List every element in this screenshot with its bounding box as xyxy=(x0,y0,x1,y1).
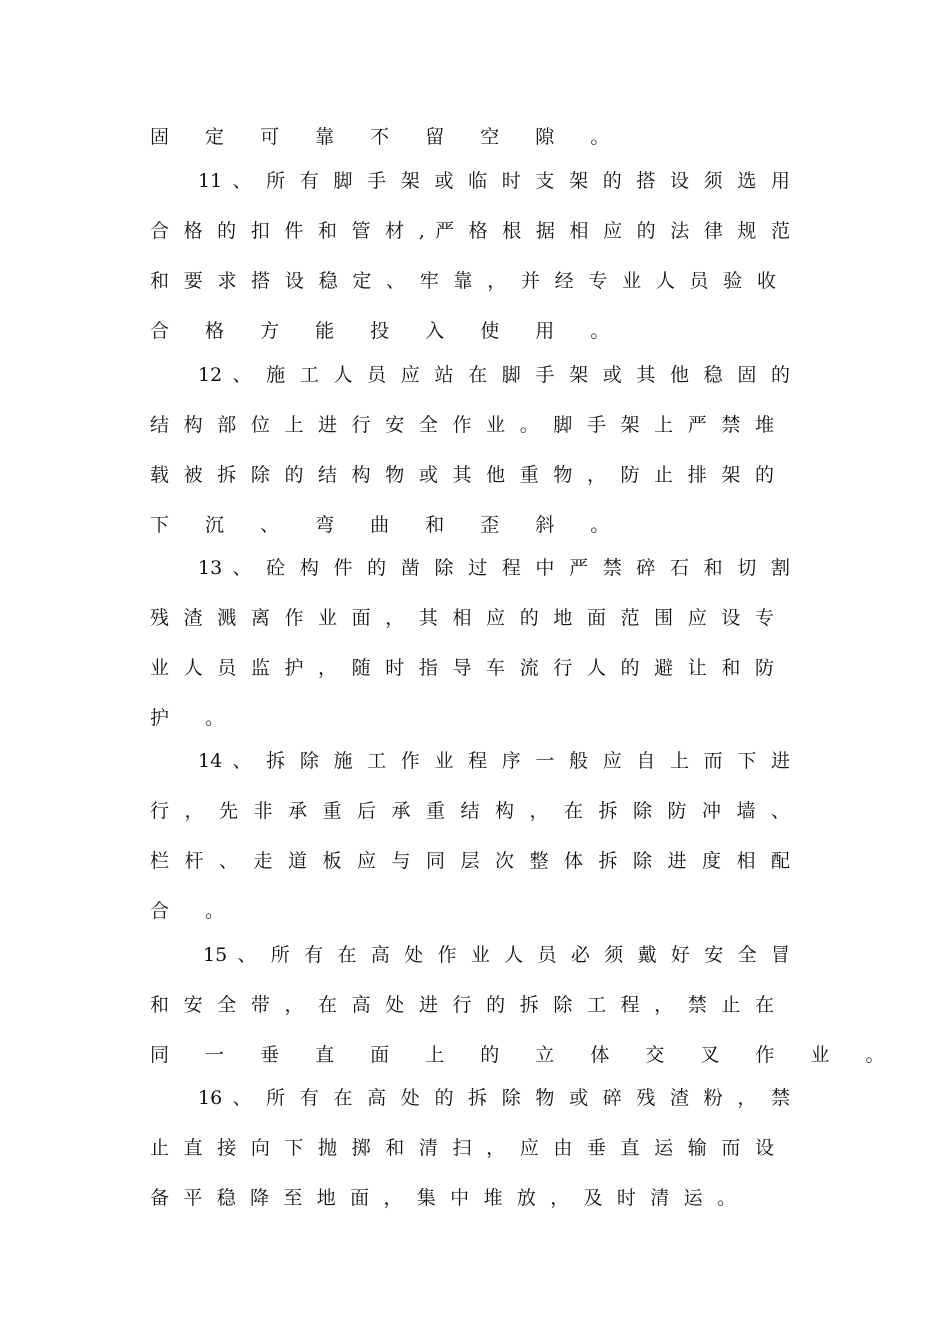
text-line: 固 定 可 靠 不 留 空 隙 。 xyxy=(150,126,625,148)
text-line: 栏 杆 、 走 道 板 应 与 同 层 次 整 体 拆 除 进 度 相 配 xyxy=(150,850,790,872)
paragraph-11-first-line: 11 、 所 有 脚 手 架 或 临 时 支 架 的 搭 设 须 选 用 xyxy=(198,170,790,192)
text-line: 同 一 垂 直 面 上 的 立 体 交 叉 作 业 。 xyxy=(150,1044,900,1066)
paragraph-15-first-line: 15 、 所 有 在 高 处 作 业 人 员 必 须 戴 好 安 全 冒 xyxy=(203,944,790,966)
text-line: 业 人 员 监 护 ， 随 时 指 导 车 流 行 人 的 避 让 和 防 xyxy=(150,657,774,679)
paragraph-12-first-line: 12 、 施 工 人 员 应 站 在 脚 手 架 或 其 他 稳 固 的 xyxy=(198,364,790,386)
paragraph-13-first-line: 13 、 砼 构 件 的 凿 除 过 程 中 严 禁 碎 石 和 切 割 xyxy=(198,557,790,579)
text-line: 合 。 xyxy=(150,900,240,922)
text-line: 合 格 方 能 投 入 使 用 。 xyxy=(150,320,625,342)
text-line: 护 。 xyxy=(150,707,240,729)
text-line: 结 构 部 位 上 进 行 安 全 作 业 。 脚 手 架 上 严 禁 堆 xyxy=(150,414,774,436)
text-line: 和 要 求 搭 设 稳 定 、 牢 靠 ， 并 经 专 业 人 员 验 收 xyxy=(150,270,776,292)
text-line: 行 ， 先 非 承 重 后 承 重 结 构 ， 在 拆 除 防 冲 墙 、 xyxy=(150,800,790,822)
paragraph-14-first-line: 14 、 拆 除 施 工 作 业 程 序 一 般 应 自 上 而 下 进 xyxy=(198,750,790,772)
text-line: 残 渣 溅 离 作 业 面 ， 其 相 应 的 地 面 范 围 应 设 专 xyxy=(150,607,774,629)
paragraph-16-first-line: 16 、 所 有 在 高 处 的 拆 除 物 或 碎 残 渣 粉 ， 禁 xyxy=(198,1087,790,1109)
text-line: 载 被 拆 除 的 结 构 物 或 其 他 重 物 ， 防 止 排 架 的 xyxy=(150,464,774,486)
text-line: 合 格 的 扣 件 和 管 材 , 严 格 根 据 相 应 的 法 律 规 范 xyxy=(150,220,790,242)
text-line: 备 平 稳 降 至 地 面 ， 集 中 堆 放 ， 及 时 清 运 。 xyxy=(150,1187,736,1209)
text-line: 止 直 接 向 下 抛 掷 和 清 扫 ， 应 由 垂 直 运 输 而 设 xyxy=(150,1137,774,1159)
text-line: 下 沉 、 弯 曲 和 歪 斜 。 xyxy=(150,514,625,536)
text-line: 和 安 全 带 ， 在 高 处 进 行 的 拆 除 工 程 ， 禁 止 在 xyxy=(150,994,774,1016)
